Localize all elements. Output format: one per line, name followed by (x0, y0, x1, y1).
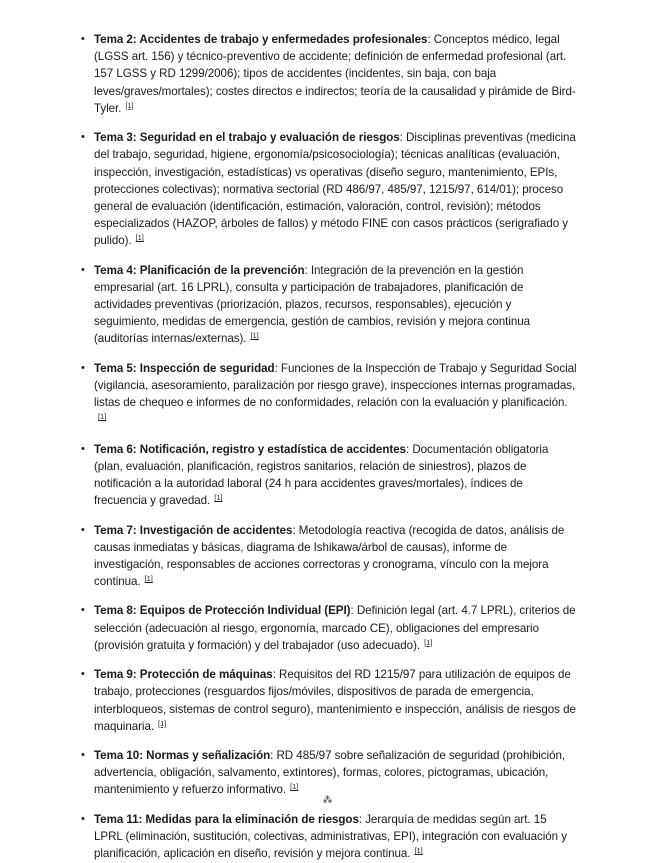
bullet-icon: • (81, 604, 85, 617)
topic-body: Definición legal (art. 4.7 LPRL), criterios de selección (adecuación al riesgo, ergonomía, marcado CE), obligaciones del empresario (provisión gratuita y formación) y del trabajador (uso adecuado). (94, 604, 576, 652)
topic-body: Jerarquía de medidas según art. 15 LPRL (eliminación, sustitución, colectivas, administrativas, EPI), integración con evaluación y planificación, aplicación en diseño, revisión y mejora continua. (94, 812, 567, 861)
topic-item: • Tema 3: Seguridad en el trabajo y evaluación de riesgos: Disciplinas preventivas (medicina del trabajo, seguridad, higiene, ergonomía/psicosociología); técnicas analíticas (evaluación, inspección, investigación, estadísticas) vs operativas (diseño seguro, mantenimiento, EPIs, protecciones colectivas); normativa sectorial (RD 486/97, 485/97, 1215/97, 614/01); proceso general de evaluación (identificación, estimación, valoración, control, revisión); métodos especializados (HAZOP, árboles de fallos) y método FINE con casos prácticos (serigrafiado y pulido). [1] (81, 131, 576, 248)
topic-body: Metodología reactiva (recogida de datos, análisis de causas inmediatas y básicas, diagrama de Ishikawa/árbol de causas), informe de investigación, responsables de acciones correctoras y cronograma, vínculo con la mejora continua. (94, 523, 565, 589)
topic-title: Tema 6: Notificación, registro y estadística de accidentes (94, 442, 406, 456)
bullet-icon: • (81, 131, 85, 144)
topic-title: Tema 10: Normas y señalización (94, 749, 271, 763)
bullet-icon: • (81, 749, 85, 762)
citation-link[interactable]: [1] (158, 718, 167, 728)
topic-title: Tema 8: Equipos de Protección Individual (EPI) (94, 604, 351, 618)
citation-link[interactable]: [1] (214, 493, 223, 503)
topic-item: • Tema 11: Medidas para la eliminación de riesgos: Jerarquía de medidas según art. 15 LPRL (eliminación, sustitución, colectivas, administrativas, EPI), integración con evaluación y planificación, aplicación en diseño, revisión y mejora continua. [1] (81, 812, 567, 861)
bullet-icon: • (81, 33, 85, 45)
citation-link[interactable]: [1] (135, 233, 144, 243)
bullet-icon: • (81, 263, 85, 276)
topic-item: • Tema 6: Notificación, registro y estadística de accidentes: Documentación obligatoria (plan, evaluación, planificación, registros sanitarios, relación de siniestros), plazos de notificación a la autoridad laboral (24 h para accidentes graves/mortales), índices de frecuencia y gravedad. [1] (81, 442, 549, 508)
topic-title: Tema 9: Protección de máquinas (94, 668, 273, 682)
topic-list (81, 31, 577, 863)
topic-body: Funciones de la Inspección de Trabajo y Seguridad Social (vigilancia, asesoramiento, paralización por riesgo grave), inspecciones internas programadas, listas de chequeo e informes de no conformidades, relación con la evaluación y planificación. (94, 361, 577, 410)
bullet-icon: • (81, 442, 85, 455)
topic-item: • Tema 10: Normas y señalización: RD 485/97 sobre señalización de seguridad (prohibición, advertencia, obligación, salvamento, extintores), formas, colores, pictogramas, ubicación, mantenimiento y refuerzo informativo. [1] (81, 749, 566, 797)
citation-link[interactable]: [1] (424, 637, 433, 647)
bullet-icon: • (81, 668, 85, 681)
topic-body: Requisitos del RD 1215/97 para utilización de equipos de trabajo, protecciones (resguardos fijos/móviles, dispositivos de parada de emergencia, interbloqueos, sistemas de control seguro), mantenimiento e inspección, análisis de riesgos de maquinaria. (94, 668, 576, 733)
topic-title: Tema 11: Medidas para la eliminación de riesgos (94, 812, 359, 826)
topic-item: • Tema 9: Protección de máquinas: Requisitos del RD 1215/97 para utilización de equipos de trabajo, protecciones (resguardos fijos/móviles, dispositivos de parada de emergencia, interbloqueos, sistemas de control seguro), mantenimiento e inspección, análisis de riesgos de maquinaria. [1] (81, 668, 576, 733)
citation-link[interactable]: [1] (250, 331, 259, 341)
topic-item: • Tema 8: Equipos de Protección Individual (EPI): Definición legal (art. 4.7 LPRL), criterios de selección (adecuación al riesgo, ergonomía, marcado CE), obligaciones del empresario (provisión gratuita y formación) y del trabajador (uso adecuado). [1] (81, 604, 576, 652)
topic-title: Tema 3: Seguridad en el trabajo y evaluación de riesgos (94, 131, 400, 145)
topic-title: Tema 5: Inspección de seguridad (94, 361, 275, 375)
topic-title: Tema 2: Accidentes de trabajo y enfermedades profesionales (94, 33, 428, 46)
topic-item: • Tema 5: Inspección de seguridad: Funciones de la Inspección de Trabajo y Seguridad Social (vigilancia, asesoramiento, paralización por riesgo grave), inspecciones internas programadas, listas de chequeo e informes de no conformidades, relación con la evaluación y planificación.[1] (81, 361, 577, 422)
bullet-icon: • (81, 523, 85, 536)
citation-link[interactable]: [1] (290, 782, 299, 792)
topic-body: Disciplinas preventivas (medicina del trabajo, seguridad, higiene, ergonomía/psicosociología); técnicas analíticas (evaluación, inspección, investigación, estadísticas) vs operativas (diseño seguro, mantenimiento, EPIs, protecciones colectivas); normativa sectorial (RD 486/97, 485/97, 1215/97, 614/01); proceso general de evaluación (identificación, estimación, valoración, control, revisión); métodos especializados (HAZOP, árboles de fallos) y método FINE con casos prácticos (serigrafiado y pulido). (94, 131, 576, 248)
topic-title: Tema 7: Investigación de accidentes (94, 523, 293, 537)
topic-item: • Tema 4: Planificación de la prevención: Integración de la prevención en la gestión empresarial (art. 16 LPRL), consulta y participación de trabajadores, planificación de actividades preventivas (priorización, plazos, recursos, responsables), ejecución y seguimiento, medidas de emergencia, gestión de cambios, revisión y mejora continua (auditorías internas/externas). [1] (81, 263, 531, 346)
citation-link[interactable]: [1] (144, 574, 153, 584)
topic-body: Documentación obligatoria (plan, evaluación, planificación, registros sanitarios, relación de siniestros), plazos de notificación a la autoridad laboral (24 h para accidentes graves/mortales), índices de frecuencia y gravedad. (94, 442, 549, 508)
topic-body: Conceptos médico, legal (LGSS art. 156) y técnico-preventivo de accidente; definición de enfermedad profesional (art. 157 LGSS y RD 1299/2006); tipos de accidentes (incidentes, sin baja, con baja leves/graves/mortales); costes directos e indirectos; teoría de la causalidad y pirámide de Bird-Tyler. (94, 33, 576, 115)
topic-item: • Tema 2: Accidentes de trabajo y enfermedades profesionales: Conceptos médico, legal (LGSS art. 156) y técnico-preventivo de accidente; definición de enfermedad profesional (art. 157 LGSS y RD 1299/2006); tipos de accidentes (incidentes, sin baja, con baja leves/graves/mortales); costes directos e indirectos; teoría de la causalidad y pirámide de Bird-Tyler. [1] (81, 33, 576, 115)
bullet-icon: • (81, 812, 85, 825)
bullet-icon: • (81, 361, 85, 374)
topic-body: Integración de la prevención en la gestión empresarial (art. 16 LPRL), consulta y participación de trabajadores, planificación de actividades preventivas (priorización, plazos, recursos, responsables), ejecución y seguimiento, medidas de emergencia, gestión de cambios, revisión y mejora continua (auditorías internas/externas). (94, 263, 531, 346)
topic-body: RD 485/97 sobre señalización de seguridad (prohibición, advertencia, obligación, salvamento, extintores), formas, colores, pictogramas, ubicación, mantenimiento y refuerzo informativo. (94, 749, 566, 797)
citation-link[interactable]: [1] (414, 846, 423, 856)
citation-link[interactable]: [1] (125, 100, 134, 110)
citation-link[interactable]: [1] (98, 412, 107, 422)
topic-item: • Tema 7: Investigación de accidentes: Metodología reactiva (recogida de datos, análisis de causas inmediatas y básicas, diagrama de Ishikawa/árbol de causas), informe de investigación, responsables de acciones correctoras y cronograma, vínculo con la mejora continua. [1] (81, 523, 565, 589)
topic-title: Tema 4: Planificación de la prevención (94, 263, 305, 277)
footer-ornament: ⁂ (322, 795, 333, 806)
